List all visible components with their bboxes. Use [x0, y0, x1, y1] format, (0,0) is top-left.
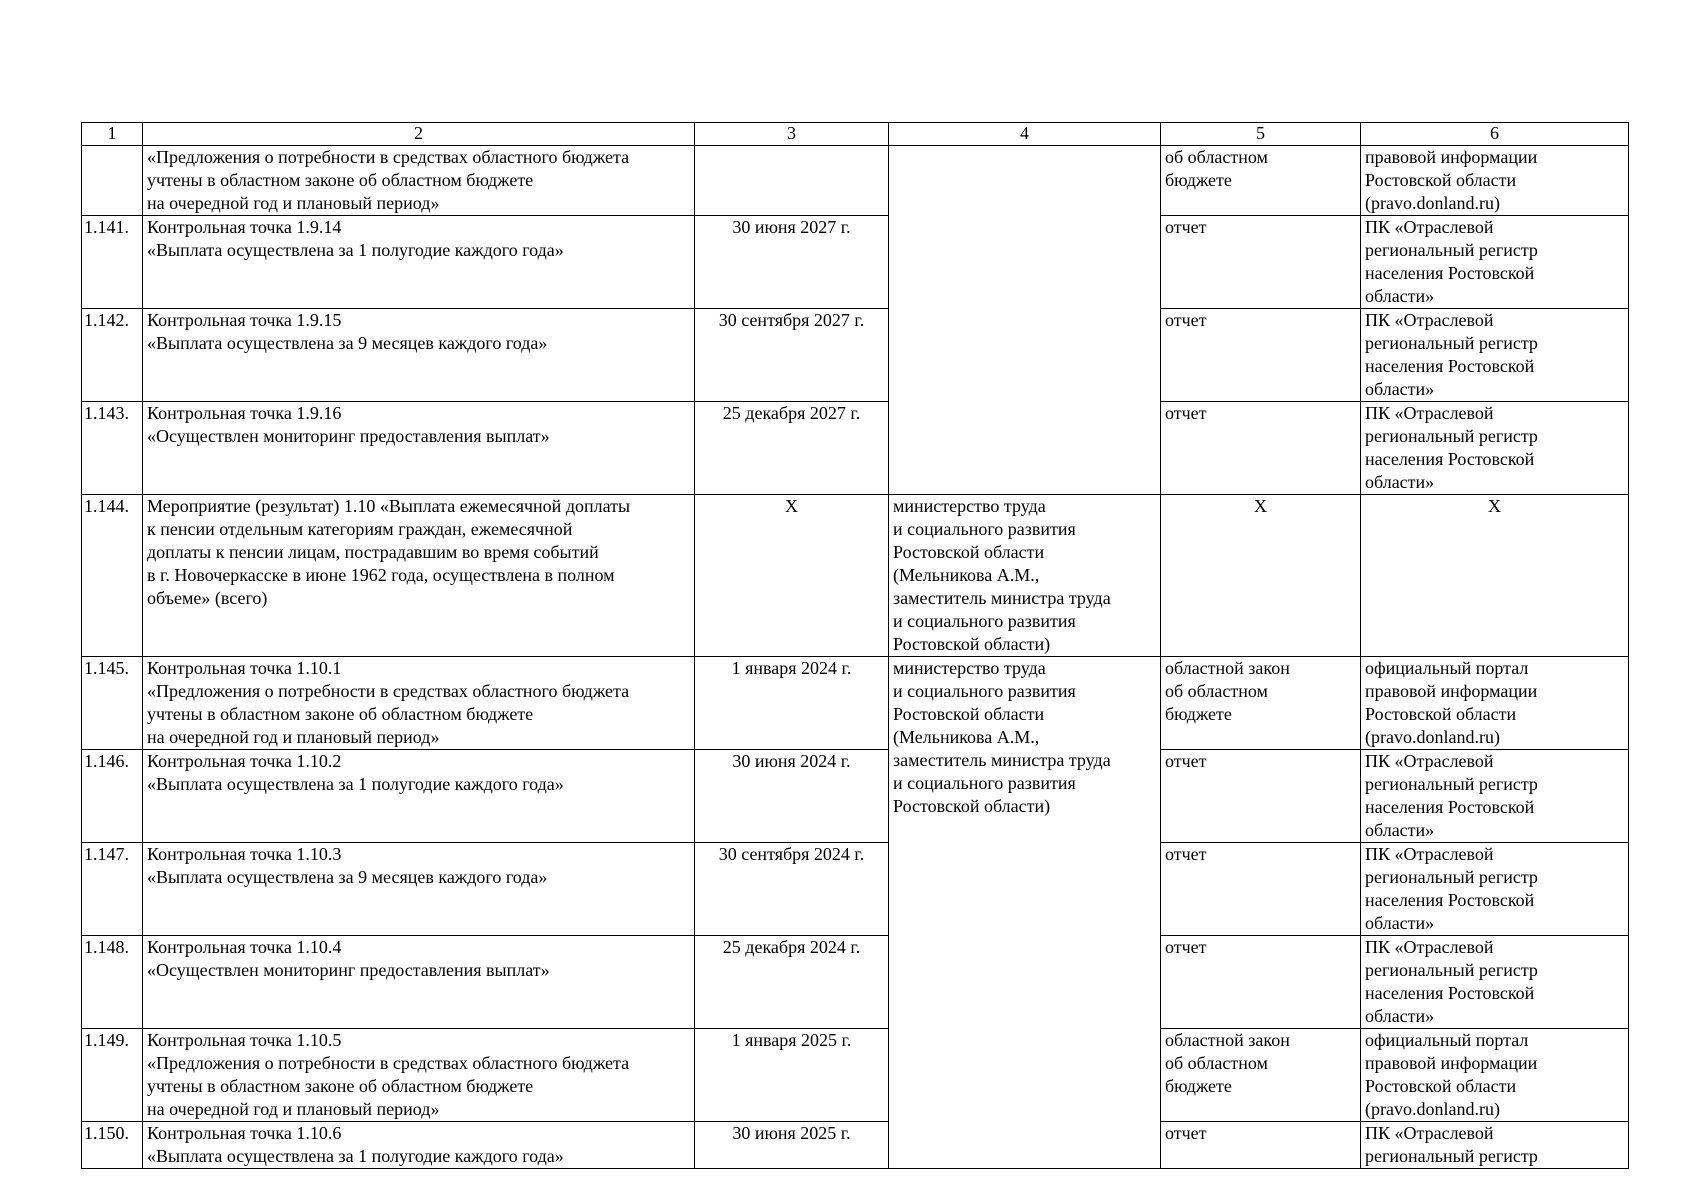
row-number: [82, 146, 143, 216]
row-date: 25 декабря 2027 г.: [695, 402, 889, 495]
row-date: [695, 146, 889, 216]
table-row: [82, 657, 1629, 750]
row-number: 1.147.: [82, 843, 143, 936]
row-description: Контрольная точка 1.10.2 «Выплата осуществлена за 1 полугодие каждого года»: [143, 750, 695, 843]
row-document-type: отчет: [1161, 216, 1361, 309]
row-number: 1.141.: [82, 216, 143, 309]
table-row: [82, 1122, 1629, 1169]
row-document-type: областной закон об областном бюджете: [1161, 657, 1361, 750]
table-row: [82, 495, 1629, 657]
row-description: Контрольная точка 1.9.15 «Выплата осуществлена за 9 месяцев каждого года»: [143, 309, 695, 402]
row-info-system: официальный портал правовой информации Ростовской области (pravo.donland.ru): [1361, 657, 1629, 750]
table-row: [82, 146, 1629, 216]
row-number: 1.143.: [82, 402, 143, 495]
row-description: Контрольная точка 1.9.14 «Выплата осуществлена за 1 полугодие каждого года»: [143, 216, 695, 309]
header-cell-5: 5: [1161, 123, 1361, 146]
row-date: 1 января 2025 г.: [695, 1029, 889, 1122]
row-number: 1.148.: [82, 936, 143, 1029]
row-date: X: [695, 495, 889, 657]
row-info-system: ПК «Отраслевой региональный регистр: [1361, 1122, 1629, 1169]
row-info-system: правовой информации Ростовской области (pravo.donland.ru): [1361, 146, 1629, 216]
table-row: [82, 1029, 1629, 1122]
row-date: 30 июня 2027 г.: [695, 216, 889, 309]
row-description: Контрольная точка 1.10.1 «Предложения о потребности в средствах областного бюджета учтены в областном законе об областном бюджете на очередной год и плановый период»: [143, 657, 695, 750]
document-page: [81, 122, 1629, 1169]
row-description: Контрольная точка 1.10.5 «Предложения о потребности в средствах областного бюджета учтены в областном законе об областном бюджете на очередной год и плановый период»: [143, 1029, 695, 1122]
header-cell-2: 2: [143, 123, 695, 146]
header-cell-6: 6: [1361, 123, 1629, 146]
row-date: 30 сентября 2027 г.: [695, 309, 889, 402]
row-description: Контрольная точка 1.10.3 «Выплата осуществлена за 9 месяцев каждого года»: [143, 843, 695, 936]
row-responsible: министерство труда и социального развития Ростовской области (Мельникова А.М., заместитель министра труда и социального развития Ростовской области): [889, 657, 1161, 1169]
row-number: 1.150.: [82, 1122, 143, 1169]
table-row: [82, 843, 1629, 936]
row-responsible: министерство труда и социального развития Ростовской области (Мельникова А.М., заместитель министра труда и социального развития Ростовской области): [889, 495, 1161, 657]
row-description: «Предложения о потребности в средствах областного бюджета учтены в областном законе об областном бюджете на очередной год и плановый период»: [143, 146, 695, 216]
row-document-type: отчет: [1161, 1122, 1361, 1169]
row-info-system: ПК «Отраслевой региональный регистр населения Ростовской области»: [1361, 750, 1629, 843]
row-date: 30 июня 2024 г.: [695, 750, 889, 843]
row-description: Контрольная точка 1.9.16 «Осуществлен мониторинг предоставления выплат»: [143, 402, 695, 495]
table-row: [82, 402, 1629, 495]
row-document-type: X: [1161, 495, 1361, 657]
row-info-system: ПК «Отраслевой региональный регистр населения Ростовской области»: [1361, 843, 1629, 936]
row-description: Контрольная точка 1.10.6 «Выплата осуществлена за 1 полугодие каждого года»: [143, 1122, 695, 1169]
header-row: [82, 123, 1629, 146]
row-info-system: X: [1361, 495, 1629, 657]
row-number: 1.149.: [82, 1029, 143, 1122]
table-row: [82, 309, 1629, 402]
row-date: 30 сентября 2024 г.: [695, 843, 889, 936]
row-description: Мероприятие (результат) 1.10 «Выплата ежемесячной доплаты к пенсии отдельным категориям граждан, ежемесячной доплаты к пенсии лицам, пострадавшим во время событий в г. Новочеркасске в июне 1962 года, осуществлена в полном объеме» (всего): [143, 495, 695, 657]
row-info-system: ПК «Отраслевой региональный регистр населения Ростовской области»: [1361, 216, 1629, 309]
row-document-type: отчет: [1161, 843, 1361, 936]
row-document-type: отчет: [1161, 750, 1361, 843]
row-number: 1.145.: [82, 657, 143, 750]
control-points-table: [81, 122, 1629, 1169]
row-number: 1.144.: [82, 495, 143, 657]
row-info-system: официальный портал правовой информации Ростовской области (pravo.donland.ru): [1361, 1029, 1629, 1122]
row-document-type: областной закон об областном бюджете: [1161, 1029, 1361, 1122]
row-responsible: [889, 146, 1161, 495]
header-cell-1: 1: [82, 123, 143, 146]
row-info-system: ПК «Отраслевой региональный регистр населения Ростовской области»: [1361, 402, 1629, 495]
row-date: 1 января 2024 г.: [695, 657, 889, 750]
row-document-type: отчет: [1161, 402, 1361, 495]
row-info-system: ПК «Отраслевой региональный регистр населения Ростовской области»: [1361, 936, 1629, 1029]
row-number: 1.142.: [82, 309, 143, 402]
row-number: 1.146.: [82, 750, 143, 843]
row-info-system: ПК «Отраслевой региональный регистр населения Ростовской области»: [1361, 309, 1629, 402]
row-date: 30 июня 2025 г.: [695, 1122, 889, 1169]
row-description: Контрольная точка 1.10.4 «Осуществлен мониторинг предоставления выплат»: [143, 936, 695, 1029]
table-row: [82, 750, 1629, 843]
header-cell-4: 4: [889, 123, 1161, 146]
row-document-type: отчет: [1161, 936, 1361, 1029]
row-document-type: об областном бюджете: [1161, 146, 1361, 216]
table-row: [82, 216, 1629, 309]
table-row: [82, 936, 1629, 1029]
row-date: 25 декабря 2024 г.: [695, 936, 889, 1029]
row-document-type: отчет: [1161, 309, 1361, 402]
header-cell-3: 3: [695, 123, 889, 146]
